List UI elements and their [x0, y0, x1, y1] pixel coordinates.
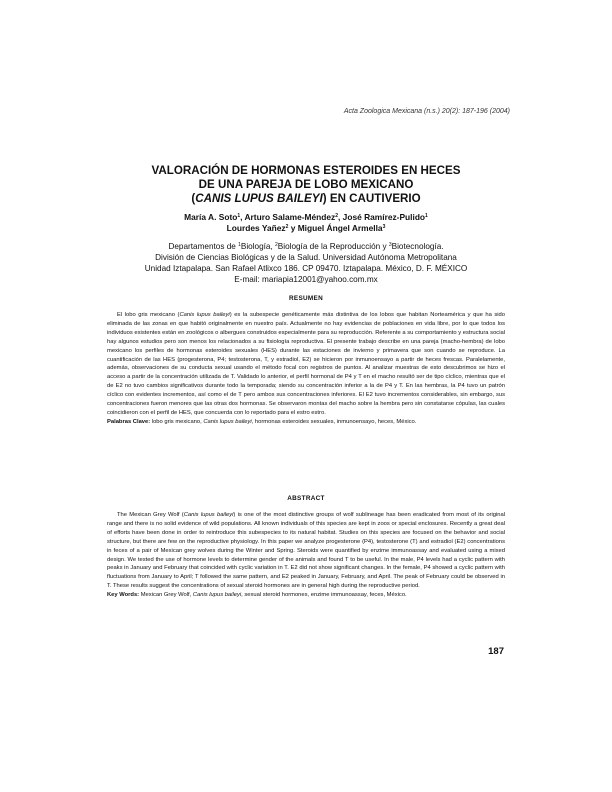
author-armella: y Miguel Ángel Armella — [288, 223, 383, 233]
resumen-text: ) es la subespecie genéticamente más distintiva de los lobos que habitan Norteamérica y que ha sido eliminada de las zonas en que habitó originalmente en nuestro país. Actualmente no hay evidencias de poblaciones en vida libre, por lo que todos los individuos existentes están en zoológicos o albergues construidos especialmente para su reproducción. Referente a su comportamiento y estructura social hay algunos estudios pero son menos los relacionados a su fisiología reproductiva. El presente trabajo describe en una pareja (macho-hembra) de lobo mexicano los perfiles de hormonas esteroides sexuales (HES) durante las estaciones de invierno y primavera que son cuando se reproduce. La cuantificación de las HES (progesterona, P4; testosterona, T, y estradiol, E2) se hicieron por inmunoensayo a partir de heces frescas. Paralelamente, además, observaciones de su conducta sexual usando el método focal con registros de puntos. Al analizar muestras de esto descubrimos se hizo el acceso a partir de la concentración utilizada de T. Validado lo anterior, el perfil hormonal de P4 y T en el macho resultó ser de tipo cíclico, mientras que el de E2 no tuvo cambios significativos durante todo la temporada; siendo su concentración inferior a la de P4 y T. En las hembras, la P4 tuvo un patrón cíclico con evidentes incrementos, así como el de T pero ambos sus concentraciones inferiores. El E2 tuvo incrementos considerables, sin embargo, sus concentraciones fueron menores que las otras dos hormonas. Se observaron montas del macho sobre la hembra pero sin constatarse cópulas, las cuales coincidieron con el perfil de HES, que concuerda con lo reportado para el estro estro. — [107, 312, 505, 416]
author-yanez: Lourdes Yañez — [226, 223, 286, 233]
author-list — [80, 212, 532, 234]
title-species: CANIS LUPUS BAILEYI — [195, 192, 323, 205]
affiliation-line-3: Unidad Iztapalapa. San Rafael Atlixco 186. CP 09470. Iztapalapa. México, D. F. MÉXICO — [144, 264, 468, 273]
keywords-species: Canis lupus baileyi — [192, 592, 242, 599]
journal-reference: Acta Zoologica Mexicana (n.s.) 20(2): 187-196 (2004) — [343, 108, 510, 115]
title-paren-open: ( — [191, 192, 196, 205]
author-sup: 2 — [335, 213, 339, 219]
author-sup: 1 — [237, 213, 241, 219]
resumen-heading: RESUMEN — [288, 295, 324, 302]
affiliation-sup: 1 — [238, 242, 241, 248]
author-sup: 2 — [285, 224, 289, 230]
abstract-keywords — [107, 591, 505, 600]
abstract-text: The Mexican Grey Wolf ( — [117, 512, 184, 518]
keywords-text: lobo gris mexicano, — [150, 418, 204, 425]
affiliation-text: Biología, — [240, 242, 276, 251]
abstract-heading: ABSTRACT — [287, 495, 325, 502]
title-line-3 — [80, 192, 532, 206]
author-line-2 — [80, 223, 532, 234]
title-line-3-rest: ) EN CAUTIVERIO — [322, 192, 421, 205]
affiliation-text: Departamentos de — [168, 242, 239, 251]
resumen-body — [107, 311, 505, 427]
keywords-text: Mexican Grey Wolf, — [139, 592, 193, 599]
keywords-text: , hormonas esteroides sexuales, inmunoensayo, heces, México. — [251, 418, 417, 425]
author-soto: María A. Soto — [184, 212, 238, 222]
abstract-text: ) is one of the most distinctive groups of wolf sublineage has been eradicated from most of its original range and there is no solid evidence of wild populations. All known individuals of this species are kept in zoos or special enclosures. Recently a great deal of efforts have been done in order to reintroduce this subespecies to its natural habitat. Studies on this species are focused on the behavior and social structure, but there are few on the reproductive physiology. In this paper we analyze progesterone (P4), testosterone (T) and estradiol (E2) concentrations in feces of a pair of Mexican grey wolves during the Winter and Spring. Steroids were quantified by enzime immunoassay and evaluated using a mixed design. We tested the use of hormone levels to determine gender of the animals and found T to be useful. In the male, P4 levels had a cyclic pattern with peaks in January and February that coincided with cyclic variation in T. E2 did not show significant changes. In the female, P4 showed a cyclic pattern with fluctuations from January to April; T followed the same pattern, and E2 peaked in January, February, and April. The peak of February could be observed in T. These results suggest the concentrations of sexual steroid hormones are in general high during the reproductive period. — [107, 512, 506, 590]
resumen-paragraph — [107, 311, 505, 418]
author-sup: 1 — [425, 213, 428, 219]
author-salame: , Arturo Salame-Méndez — [240, 212, 336, 222]
affiliation-line-2: División de Ciencias Biológicas y de la Salud. Universidad Autónoma Metropolitana — [155, 253, 457, 262]
resumen-keywords — [107, 418, 505, 427]
title-line-1: VALORACIÓN DE HORMONAS ESTEROIDES EN HECES — [151, 164, 461, 177]
keywords-label: Palabras Clave: — [107, 418, 151, 425]
affiliation-block — [80, 241, 532, 285]
affiliation-text: Biotecnología. — [391, 242, 444, 251]
author-line-1 — [80, 212, 532, 223]
affiliation-line-1 — [80, 241, 532, 252]
page-number: 187 — [488, 646, 504, 657]
keywords-text: , sexual steroid hormones, enzime immunoassay, feces, México. — [241, 592, 407, 599]
keywords-label: Key Words: — [107, 592, 140, 599]
affiliation-text: Biología de la Reproducción y — [277, 242, 389, 251]
author-sup: 3 — [382, 224, 386, 230]
resumen-text: El lobo gris mexicano ( — [117, 312, 180, 318]
article-title — [80, 164, 532, 206]
resumen-species: Canis lupus baileyi — [179, 312, 230, 318]
keywords-species: Canis lupus baileyi — [203, 418, 252, 425]
affiliation-sup: 3 — [388, 242, 392, 248]
abstract-species: Canis lupus baileyi — [183, 512, 234, 518]
author-email: E-mail: mariapia12001@yahoo.com.mx — [234, 275, 378, 284]
abstract-body — [107, 511, 505, 600]
title-line-2: DE UNA PAREJA DE LOBO MEXICANO — [198, 178, 414, 191]
affiliation-sup: 2 — [275, 242, 278, 248]
author-ramirez: , José Ramírez-Pulido — [338, 212, 426, 222]
abstract-paragraph — [107, 511, 505, 591]
